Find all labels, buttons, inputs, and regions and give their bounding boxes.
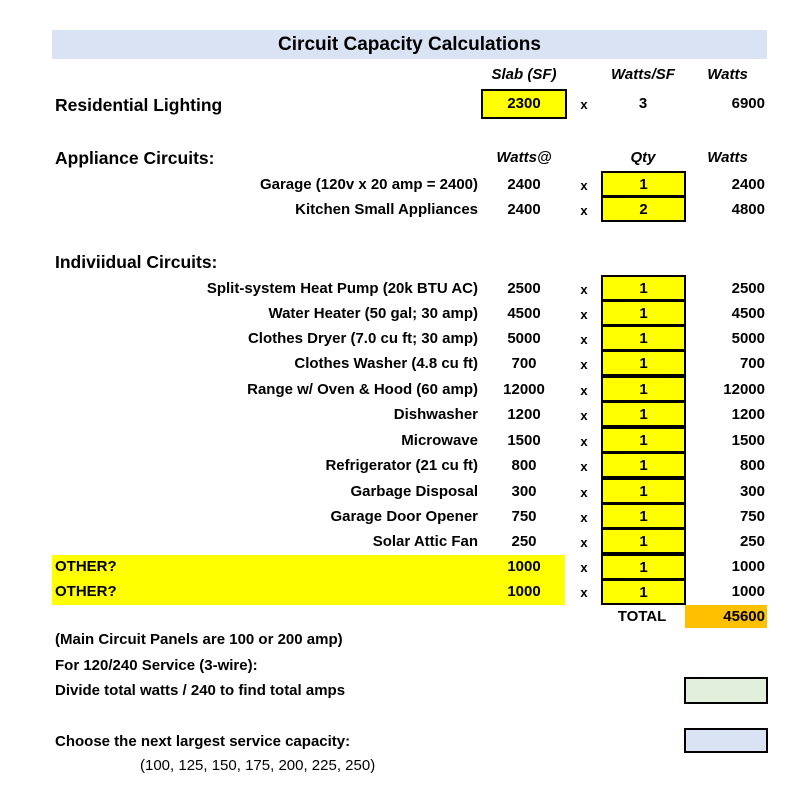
- circuit-label: Dishwasher: [393, 406, 478, 423]
- circuit-watts-at: 700: [511, 355, 537, 372]
- circuit-watts: 12000: [723, 381, 765, 398]
- header-watts-at: Watts@: [496, 149, 552, 166]
- multiply-sign: x: [580, 97, 588, 112]
- watts-per-sf-value: 3: [638, 95, 648, 112]
- qty-input[interactable]: 1: [601, 376, 686, 402]
- multiply-sign: x: [580, 178, 588, 193]
- other-watts-at[interactable]: 1000: [507, 583, 541, 600]
- other-label[interactable]: OTHER?: [55, 583, 117, 600]
- circuit-watts: 250: [739, 533, 765, 550]
- other-label[interactable]: OTHER?: [55, 558, 117, 575]
- header-watts-per-sf: Watts/SF: [611, 66, 675, 83]
- header-slab: Slab (SF): [491, 66, 557, 83]
- other-watts: 1000: [731, 583, 765, 600]
- multiply-sign: x: [580, 560, 588, 575]
- appliance-label: Garage (120v x 20 amp = 2400): [259, 176, 478, 193]
- circuit-label: Water Heater (50 gal; 30 amp): [268, 305, 478, 322]
- circuit-watts: 1500: [731, 432, 765, 449]
- note-capacity-options: (100, 125, 150, 175, 200, 225, 250): [140, 757, 376, 774]
- multiply-sign: x: [580, 332, 588, 347]
- multiply-sign: x: [580, 535, 588, 550]
- total-label: TOTAL: [617, 608, 667, 625]
- multiply-sign: x: [580, 357, 588, 372]
- appliance-label: Kitchen Small Appliances: [295, 201, 478, 218]
- multiply-sign: x: [580, 485, 588, 500]
- header-qty: Qty: [630, 149, 656, 166]
- qty-input[interactable]: 1: [601, 554, 686, 580]
- multiply-sign: x: [580, 459, 588, 474]
- appliance-watts-at: 2400: [507, 201, 541, 218]
- lighting-label: Residential Lighting: [55, 95, 223, 115]
- qty-input[interactable]: 1: [601, 452, 686, 478]
- qty-input[interactable]: 1: [601, 478, 686, 504]
- appliance-watts: 2400: [731, 176, 765, 193]
- note-divide: Divide total watts / 240 to find total amps: [55, 682, 346, 699]
- note-choose: Choose the next largest service capacity:: [55, 733, 351, 750]
- circuit-watts-at: 800: [511, 457, 537, 474]
- circuit-watts: 1200: [731, 406, 765, 423]
- circuit-label: Refrigerator (21 cu ft): [325, 457, 478, 474]
- qty-input[interactable]: 1: [601, 427, 686, 453]
- other-watts: 1000: [731, 558, 765, 575]
- qty-input[interactable]: 1: [601, 401, 686, 427]
- circuit-watts: 300: [739, 483, 765, 500]
- appliance-section-title: Appliance Circuits:: [55, 148, 215, 168]
- circuit-label: Clothes Washer (4.8 cu ft): [294, 355, 478, 372]
- circuit-watts-at: 12000: [503, 381, 545, 398]
- appliance-watts: 4800: [731, 201, 765, 218]
- circuit-watts-at: 5000: [507, 330, 541, 347]
- circuit-watts: 750: [739, 508, 765, 525]
- circuit-watts-at: 300: [511, 483, 537, 500]
- circuit-watts: 2500: [731, 280, 765, 297]
- multiply-sign: x: [580, 585, 588, 600]
- qty-input[interactable]: 1: [601, 171, 686, 197]
- multiply-sign: x: [580, 203, 588, 218]
- circuit-label: Solar Attic Fan: [372, 533, 478, 550]
- multiply-sign: x: [580, 282, 588, 297]
- page-title: Circuit Capacity Calculations: [278, 34, 541, 55]
- circuit-label: Garbage Disposal: [350, 483, 478, 500]
- circuit-watts-at: 750: [511, 508, 537, 525]
- circuit-watts: 4500: [731, 305, 765, 322]
- multiply-sign: x: [580, 307, 588, 322]
- circuit-label: Range w/ Oven & Hood (60 amp): [247, 381, 478, 398]
- multiply-sign: x: [580, 510, 588, 525]
- note-service: For 120/240 Service (3-wire):: [55, 657, 258, 674]
- circuit-watts: 5000: [731, 330, 765, 347]
- qty-input[interactable]: 1: [601, 579, 686, 605]
- circuit-watts: 700: [739, 355, 765, 372]
- qty-input[interactable]: 1: [601, 300, 686, 326]
- qty-input[interactable]: 1: [601, 350, 686, 376]
- total-amps-input[interactable]: [684, 677, 768, 704]
- multiply-sign: x: [580, 434, 588, 449]
- total-value: 45600: [685, 605, 767, 628]
- other-watts-at[interactable]: 1000: [507, 558, 541, 575]
- qty-input[interactable]: 2: [601, 196, 686, 222]
- qty-input[interactable]: 1: [601, 503, 686, 529]
- note-panels: (Main Circuit Panels are 100 or 200 amp): [55, 631, 343, 648]
- circuit-label: Garage Door Opener: [330, 508, 478, 525]
- circuit-label: Clothes Dryer (7.0 cu ft; 30 amp): [247, 330, 478, 347]
- qty-input[interactable]: 1: [601, 325, 686, 351]
- circuit-watts-at: 4500: [507, 305, 541, 322]
- circuit-watts-at: 1500: [507, 432, 541, 449]
- circuit-watts-at: 250: [511, 533, 537, 550]
- appliance-watts-at: 2400: [507, 176, 541, 193]
- individual-section-title: Indiviidual Circuits:: [55, 252, 218, 272]
- circuit-watts-at: 2500: [507, 280, 541, 297]
- multiply-sign: x: [580, 408, 588, 423]
- header-watts: Watts: [707, 66, 748, 83]
- circuit-watts: 800: [739, 457, 765, 474]
- lighting-watts: 6900: [731, 95, 765, 112]
- service-capacity-input[interactable]: [684, 728, 768, 753]
- circuit-label: Microwave: [401, 432, 478, 449]
- qty-input[interactable]: 1: [601, 275, 686, 301]
- header-watts-2: Watts: [707, 149, 748, 166]
- circuit-label: Split-system Heat Pump (20k BTU AC): [206, 280, 478, 297]
- slab-input[interactable]: 2300: [481, 89, 567, 119]
- multiply-sign: x: [580, 383, 588, 398]
- circuit-watts-at: 1200: [507, 406, 541, 423]
- qty-input[interactable]: 1: [601, 528, 686, 554]
